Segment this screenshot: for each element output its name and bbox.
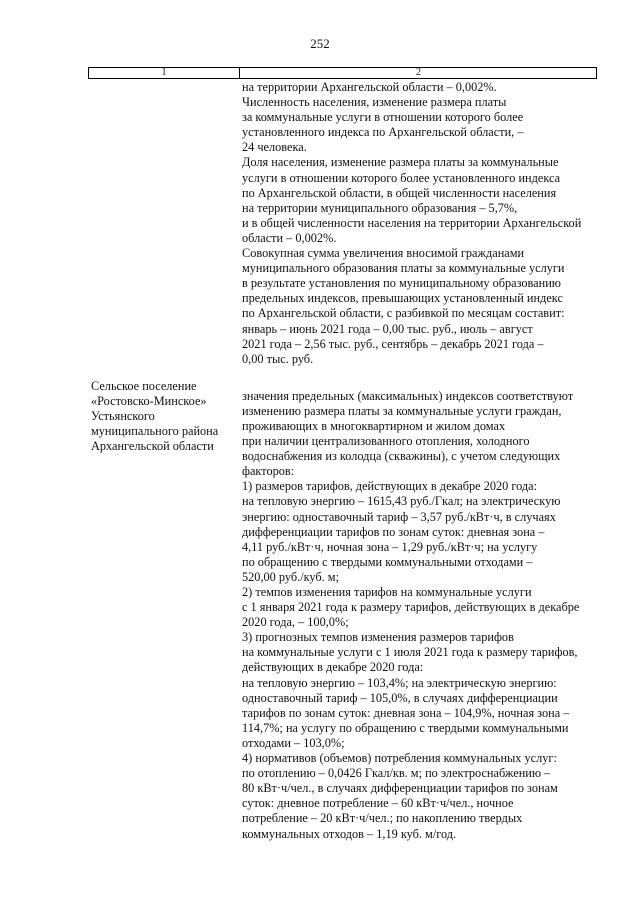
text-line: по отоплению – 0,0426 Гкал/кв. м; по электроснабжению –	[242, 766, 551, 781]
text-line: энергию: одноставочный тариф – 3,57 руб./кВт·ч, в случаях	[242, 509, 556, 524]
text-line: 3) прогнозных темпов изменения размеров тарифов	[242, 630, 514, 645]
text-line: тарифов по зонам суток: дневная зона – 104,9%, ночная зона –	[242, 705, 570, 720]
municipality-line: Сельское поселение	[91, 379, 197, 393]
text-line: 2) темпов изменения тарифов на коммунальные услуги	[242, 585, 532, 599]
municipality-name	[91, 379, 239, 454]
column-1-header: 1	[161, 67, 167, 78]
text-line: услуги в отношении которого более установленного индекса	[242, 170, 561, 185]
text-line: 80 кВт·ч/чел., в случаях дифференциации тарифов по зонам	[242, 781, 558, 796]
text-line: по Архангельской области, с разбивкой по месяцам составит:	[242, 306, 565, 321]
text-line: муниципального образования платы за коммунальные услуги	[242, 261, 565, 276]
text-line: по Архангельской области, в общей численности населения	[242, 185, 557, 200]
text-line: 520,00 руб./куб. м;	[242, 569, 339, 584]
text-line: Совокупная сумма увеличения вносимой гражданами	[242, 246, 525, 261]
text-line: установленного индекса по Архангельской области, –	[242, 125, 524, 140]
text-line: 24 человека.	[242, 140, 307, 155]
text-line: на тепловую энергию – 1615,43 руб./Гкал; на электрическую	[242, 494, 561, 509]
text-line: водоснабжения из колодца (скважины), с учетом следующих	[242, 449, 561, 464]
text-line: значения предельных (максимальных) индексов соответствуют	[242, 388, 574, 403]
table-header-row	[88, 67, 597, 79]
text-line: потребление – 20 кВт·ч/чел.; по накоплению твердых	[242, 811, 523, 826]
text-line: дифференциации тарифов по зонам суток: дневная зона –	[242, 524, 545, 539]
text-line: Численность населения, изменение размера платы	[242, 95, 507, 110]
text-line: 114,7%; на услугу по обращению с твердыми коммунальными	[242, 720, 569, 735]
text-line: при наличии централизованного отопления, холодного	[242, 434, 530, 449]
text-line: изменению размера платы за коммунальные услуги граждан,	[242, 403, 562, 418]
continuation-text	[242, 80, 604, 367]
row-separator-space	[242, 367, 604, 389]
description-column	[242, 80, 604, 842]
text-line: 0,00 тыс. руб.	[242, 351, 314, 366]
text-line: в результате установления по муниципальному образованию	[242, 276, 561, 291]
text-line: 2020 года, – 100,0%;	[242, 615, 349, 630]
municipality-line: Архангельской области	[91, 439, 214, 454]
municipality-line: Устьянского	[91, 409, 155, 424]
text-line: предельных индексов, превышающих установленный индекс	[242, 291, 563, 306]
page-number: 252	[310, 36, 330, 51]
text-line: проживающих в многоквартирном и жилом домах	[242, 418, 506, 433]
municipality-line: муниципального района	[91, 424, 219, 439]
row-description-text	[242, 389, 604, 842]
text-line: области – 0,002%.	[242, 230, 337, 245]
text-line: за коммунальные услуги в отношении которого более	[242, 110, 524, 125]
text-line: коммунальных отходов – 1,19 куб. м/год.	[242, 826, 457, 841]
text-line: 4) нормативов (объемов) потребления коммунальных услуг:	[242, 751, 557, 766]
text-line: январь – июнь 2021 года – 0,00 тыс. руб., июль – август	[242, 321, 533, 336]
text-line: действующих в декабре 2020 года:	[242, 660, 424, 675]
text-line: Доля населения, изменение размера платы за коммунальные	[242, 155, 559, 170]
text-line: и в общей численности населения на территории Архангельской	[242, 215, 582, 230]
text-line: на тепловую энергию – 103,4%; на электрическую энергию:	[242, 675, 557, 690]
text-line: 2021 года – 2,56 тыс. руб., сентябрь – декабрь 2021 года –	[242, 336, 544, 351]
text-line: суток: дневное потребление – 60 кВт·ч/чел., ночное	[242, 796, 514, 811]
text-line: 4,11 руб./кВт·ч, ночная зона – 1,29 руб./кВт·ч; на услугу	[242, 539, 538, 554]
text-line: факторов:	[242, 464, 295, 479]
text-line: по обращению с твердыми коммунальными отходами –	[242, 554, 533, 569]
text-line: одноставочный тариф – 105,0%, в случаях дифференциации	[242, 690, 558, 705]
municipality-line: «Ростовско-Минское»	[91, 394, 207, 409]
text-line: 1) размеров тарифов, действующих в декабре 2020 года:	[242, 479, 538, 494]
text-line: отходами – 103,0%;	[242, 735, 345, 750]
text-line: на территории муниципального образования – 5,7%,	[242, 200, 518, 215]
column-2-header: 2	[239, 68, 597, 78]
text-line: на территории Архангельской области – 0,002%.	[242, 80, 497, 94]
text-line: с 1 января 2021 года к размеру тарифов, действующих в декабре	[242, 600, 580, 615]
text-line: на коммунальные услуги с 1 июля 2021 года к размеру тарифов,	[242, 645, 578, 660]
